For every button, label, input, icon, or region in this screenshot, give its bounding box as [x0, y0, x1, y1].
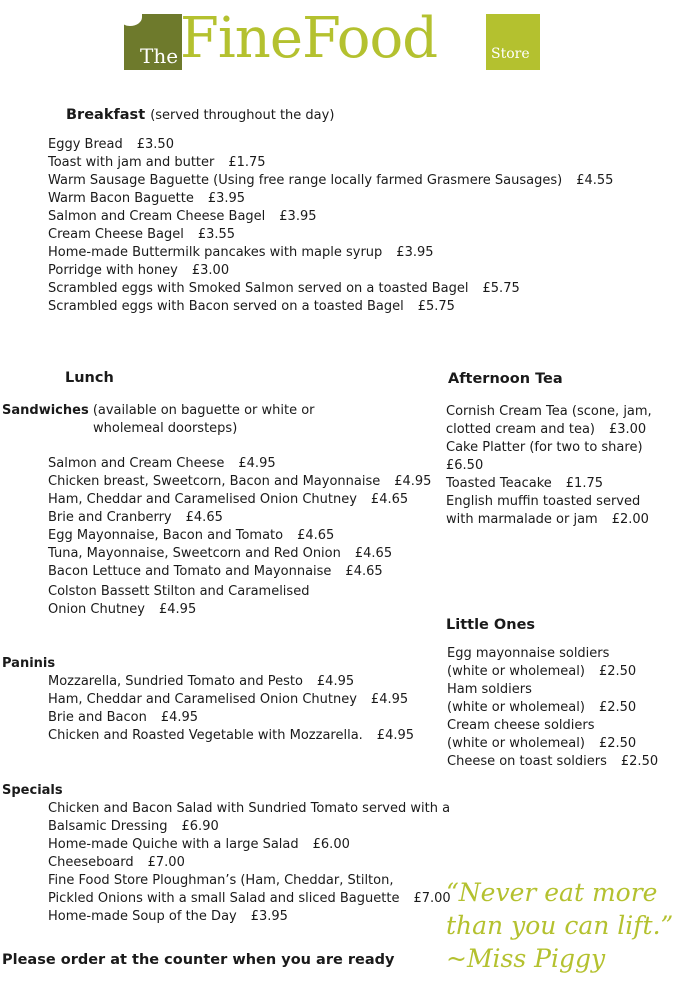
menu-item-price: £4.65 [345, 564, 383, 579]
special-salad-line-2: Balsamic Dressing £6.90 [48, 819, 219, 834]
menu-item-price: £4.95 [394, 474, 432, 489]
menu-item [48, 208, 317, 226]
menu-item-name: Brie and Cranberry [48, 510, 172, 525]
menu-item-price: £7.00 [413, 891, 451, 906]
menu-item-price: £4.95 [376, 728, 415, 743]
menu-item-price: £4.55 [576, 173, 614, 188]
menu-item-name: Salmon and Cream Cheese Bagel [48, 209, 266, 224]
menu-item-price: £1.75 [228, 155, 266, 170]
menu-item-name: Ham, Cheddar and Caramelised Onion Chutney [48, 492, 357, 507]
menu-item [48, 491, 408, 509]
special-cheeseboard: Cheeseboard £7.00 [48, 855, 185, 870]
menu-item-name: Chicken breast, Sweetcorn, Bacon and Mayonnaise [48, 474, 381, 489]
menu-item [48, 298, 455, 316]
tea-teacake: Toasted Teacake £1.75 [446, 476, 603, 491]
menu-item-name: Warm Bacon Baguette [48, 191, 194, 206]
menu-item-price: £2.50 [598, 736, 637, 751]
breakfast-heading: Breakfast (served throughout the day) [66, 107, 335, 123]
menu-item-price: £5.75 [417, 299, 455, 314]
menu-item [48, 727, 414, 745]
menu-item-name: Tuna, Mayonnaise, Sweetcorn and Red Onion [48, 546, 341, 561]
little-ham-line-2: (white or wholemeal) £2.50 [447, 700, 637, 715]
little-ham-line-1: Ham soldiers [447, 682, 532, 697]
menu-item [48, 244, 434, 262]
special-soup: Home-made Soup of the Day £3.95 [48, 909, 288, 924]
menu-item-price: £2.50 [620, 754, 659, 769]
quote-attribution: ~Miss Piggy [446, 944, 606, 973]
menu-item-price: £6.90 [181, 819, 219, 834]
logo-word-the: The [140, 44, 179, 68]
menu-item-price: £4.95 [160, 710, 199, 725]
menu-item-price: £3.00 [191, 263, 230, 278]
menu-item [48, 527, 334, 545]
menu-item [48, 673, 354, 691]
menu-item-name: Scrambled eggs with Bacon served on a toasted Bagel [48, 299, 404, 314]
menu-item-colston-line-1: Colston Bassett Stilton and Caramelised [48, 584, 310, 599]
logo-word-store: Store [491, 46, 530, 62]
menu-item [48, 154, 266, 172]
menu-item [48, 473, 431, 491]
menu-item [48, 709, 198, 727]
menu-item-name: Ham, Cheddar and Caramelised Onion Chutney [48, 692, 357, 707]
little-egg-line-1: Egg mayonnaise soldiers [447, 646, 610, 661]
menu-item-price: £4.65 [370, 492, 409, 507]
sandwiches-note: wholemeal doorsteps) [93, 421, 238, 436]
little-cream-line-1: Cream cheese soldiers [447, 718, 595, 733]
quote-line-2: than you can lift.” [446, 911, 674, 940]
menu-item [48, 509, 223, 527]
logo-word-fine-food: FineFood [180, 6, 438, 71]
menu-item-price: £2.50 [598, 700, 637, 715]
menu-item [48, 691, 408, 709]
specials-heading: Specials [2, 783, 63, 798]
menu-item-name: Bacon Lettuce and Tomato and Mayonnaise [48, 564, 332, 579]
sandwiches-heading: Sandwiches (available on baguette or white or [2, 403, 315, 418]
paninis-heading: Paninis [2, 656, 56, 671]
menu-item-name: Cream Cheese Bagel [48, 227, 184, 242]
menu-item-colston-line-2: Onion Chutney £4.95 [48, 602, 197, 617]
tea-muffin-line-2: with marmalade or jam £2.00 [446, 512, 649, 527]
menu-item-name: Egg Mayonnaise, Bacon and Tomato [48, 528, 284, 543]
menu-item-price: £4.65 [354, 546, 393, 561]
menu-item [48, 172, 613, 190]
menu-item-price: £3.95 [250, 909, 288, 924]
afternoon-tea-heading: Afternoon Tea [448, 371, 563, 387]
menu-item-price: £4.95 [238, 456, 276, 471]
special-ploughman-line-1: Fine Food Store Ploughman’s (Ham, Cheddar, Stilton, [48, 873, 394, 888]
menu-item-price: £4.95 [370, 692, 409, 707]
menu-item-name: Salmon and Cream Cheese [48, 456, 225, 471]
order-instruction: Please order at the counter when you are ready [2, 952, 395, 968]
menu-item-price: £2.00 [611, 512, 649, 527]
quote-line-1: “Never eat more [446, 878, 658, 907]
menu-item-price: £3.95 [207, 191, 246, 206]
menu-item-price: £6.00 [312, 837, 350, 852]
menu-item-name: Porridge with honey [48, 263, 178, 278]
menu-item-price: £2.50 [598, 664, 637, 679]
tea-muffin-line-1: English muffin toasted served [446, 494, 641, 509]
special-salad-line-1: Chicken and Bacon Salad with Sundried Tomato served with a [48, 801, 451, 816]
menu-item-name: Home-made Buttermilk pancakes with maple syrup [48, 245, 383, 260]
little-cream-line-2: (white or wholemeal) £2.50 [447, 736, 637, 751]
menu-item-price: £3.55 [197, 227, 236, 242]
menu-item [48, 136, 174, 154]
menu-item [48, 190, 245, 208]
menu-item [48, 262, 229, 280]
menu-item-name: Mozzarella, Sundried Tomato and Pesto [48, 674, 303, 689]
menu-item-price: £5.75 [482, 281, 520, 296]
menu-item-price: £4.65 [185, 510, 223, 525]
menu-item-name: Brie and Bacon [48, 710, 147, 725]
menu-item-price: £3.00 [608, 422, 647, 437]
menu-item-price: £3.95 [396, 245, 434, 260]
menu-item-name: Scrambled eggs with Smoked Salmon served on a toasted Bagel [48, 281, 469, 296]
menu-item [48, 545, 392, 563]
little-toast: Cheese on toast soldiers £2.50 [447, 754, 659, 769]
tea-cornish-line-2: clotted cream and tea) £3.00 [446, 422, 647, 437]
special-ploughman-line-2: Pickled Onions with a small Salad and sliced Baguette £7.00 [48, 891, 451, 906]
tea-cake-price: £6.50 [446, 458, 484, 473]
menu-item [48, 563, 383, 581]
menu-item-name: Eggy Bread [48, 137, 123, 152]
tea-cornish-line-1: Cornish Cream Tea (scone, jam, [446, 404, 652, 419]
menu-item [48, 226, 235, 244]
menu-item [48, 455, 276, 473]
lunch-heading: Lunch [65, 370, 114, 386]
special-quiche: Home-made Quiche with a large Salad £6.00 [48, 837, 350, 852]
menu-item-price: £3.95 [279, 209, 317, 224]
menu-item-name: Chicken and Roasted Vegetable with Mozzarella. [48, 728, 363, 743]
menu-item-name: Warm Sausage Baguette (Using free range locally farmed Grasmere Sausages) [48, 173, 563, 188]
tea-cake-line-1: Cake Platter (for two to share) [446, 440, 643, 455]
menu-item-price: £3.50 [136, 137, 174, 152]
little-egg-line-2: (white or wholemeal) £2.50 [447, 664, 637, 679]
menu-item-name: Toast with jam and butter [48, 155, 215, 170]
menu-item-price: £1.75 [565, 476, 603, 491]
menu-item-price: £4.65 [297, 528, 335, 543]
little-ones-heading: Little Ones [446, 617, 536, 633]
menu-item [48, 280, 520, 298]
menu-item-price: £4.95 [316, 674, 355, 689]
menu-item-price: £4.95 [159, 602, 197, 617]
menu-item-price: £7.00 [147, 855, 185, 870]
